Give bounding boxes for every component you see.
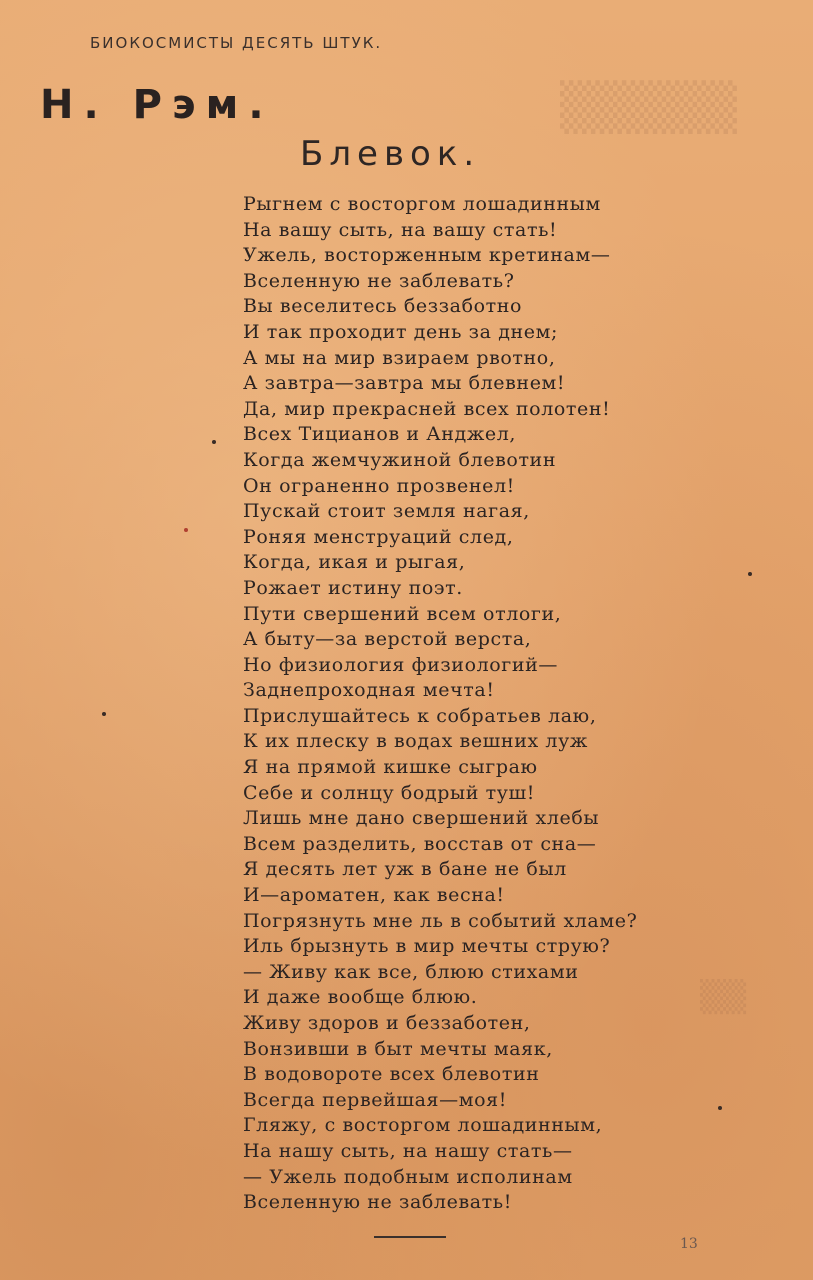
poem-line: Да, мир прекрасней всех полотен! <box>243 397 611 420</box>
poem-line: Но физиология физиологий— <box>243 653 558 676</box>
poem-line: Всех Тицианов и Анджел, <box>243 423 517 446</box>
bleed-through-shadow: ▒▒▒▒▒ <box>560 80 737 134</box>
poem-line: Всегда первейшая—моя! <box>243 1088 507 1111</box>
poem-line: Рожает истину поэт. <box>243 576 463 599</box>
poem-line: Вселенную не заблевать? <box>243 269 515 292</box>
ink-speck <box>718 1106 722 1110</box>
poem-line: Пути свершений всем отлоги, <box>243 602 562 625</box>
poem-line: Иль брызнуть в мир мечты струю? <box>243 935 611 958</box>
running-header: БИОКОСМИСТЫ ДЕСЯТЬ ШТУК. <box>90 34 383 52</box>
poem-line: В водовороте всех блевотин <box>243 1063 540 1086</box>
poem-title: Блевок. <box>300 134 481 174</box>
poem-line: А мы на мир взираем рвотно, <box>243 346 556 369</box>
ink-speck <box>748 572 752 576</box>
poem-line: Себе и солнцу бодрый туш! <box>243 781 536 804</box>
poem-line: И так проходит день за днем; <box>243 320 559 343</box>
poem-line: — Ужель подобным исполинам <box>243 1165 573 1188</box>
poem-line: Роняя менструаций след, <box>243 525 514 548</box>
poem-line: А быту—за верстой верста, <box>243 628 532 651</box>
ink-speck <box>184 528 188 532</box>
poem-line: Я на прямой кишке сыграю <box>243 756 538 779</box>
poem-line: К их плеску в водах вешних луж <box>243 730 588 753</box>
poem-line: Он ограненно прозвенел! <box>243 474 515 497</box>
poem-line: Гляжу, с восторгом лошадинным, <box>243 1114 603 1137</box>
poem-line: Всем разделить, восстав от сна— <box>243 832 597 855</box>
ink-speck <box>212 440 216 444</box>
end-rule <box>374 1236 446 1238</box>
poem-line: И—ароматен, как весна! <box>243 884 505 907</box>
poem-line: Погрязнуть мне ль в событий хламе? <box>243 909 638 932</box>
poem-line: На вашу сыть, на вашу стать! <box>243 218 558 241</box>
poem-line: Вы веселитесь беззаботно <box>243 295 523 318</box>
poem-line: Рыгнем с восторгом лошадинным <box>243 193 601 215</box>
poem-line: Заднепроходная мечта! <box>243 679 495 702</box>
page-number: 13 <box>680 1236 698 1252</box>
poem-line: И даже вообще блюю. <box>243 986 478 1009</box>
poem-line: Вонзивши в быт мечты маяк, <box>243 1037 553 1060</box>
poem-line: — Живу как все, блюю стихами <box>243 960 579 983</box>
poem-body <box>243 192 637 1216</box>
poem-line: Лишь мне дано свершений хлебы <box>243 807 600 830</box>
poem-line: Ужель, восторженным кретинам— <box>243 244 611 267</box>
ink-speck <box>102 712 106 716</box>
poem-line: Я десять лет уж в бане не был <box>243 858 567 881</box>
author-name: Н. Рэм. <box>40 82 274 128</box>
poem-line: На нашу сыть, на нашу стать— <box>243 1139 573 1162</box>
poem-line: Живу здоров и беззаботен, <box>243 1012 531 1034</box>
poem-line: Когда, икая и рыгая, <box>243 551 466 574</box>
bleed-through-shadow: ▒▒ <box>700 980 747 1015</box>
poem-line: Прислушайтесь к собратьев лаю, <box>243 704 597 727</box>
poem-line: Когда жемчужиной блевотин <box>243 448 557 471</box>
poem-line: Вселенную не заблевать! <box>243 1191 512 1214</box>
poem-line: А завтра—завтра мы блевнем! <box>243 372 566 395</box>
poem-line: Пускай стоит земля нагая, <box>243 500 530 523</box>
